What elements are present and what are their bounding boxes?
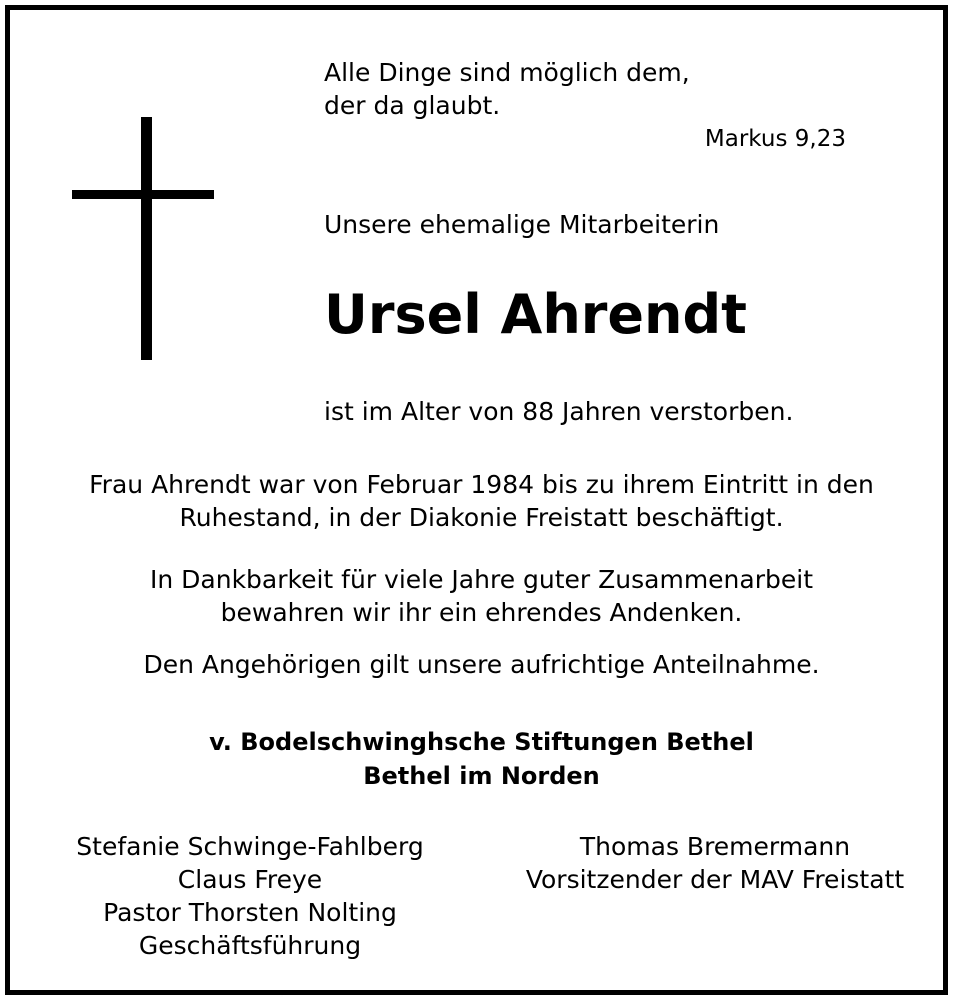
- intro-text: Unsere ehemalige Mitarbeiterin: [324, 210, 720, 239]
- career-line: Frau Ahrendt war von Februar 1984 bis zu ihrem Eintritt in den: [89, 470, 874, 499]
- cross-vertical-bar: [141, 117, 152, 360]
- deceased-name: Ursel Ahrendt: [324, 283, 747, 346]
- verse-line: Alle Dinge sind möglich dem,: [324, 58, 690, 87]
- signatory: Pastor Thorsten Nolting: [103, 898, 397, 927]
- cross-icon: [72, 117, 214, 360]
- verse-reference: Markus 9,23: [704, 126, 846, 152]
- bible-verse: [324, 56, 690, 122]
- signatories-left: [55, 830, 445, 962]
- signatory: Claus Freye: [177, 865, 323, 894]
- verse-line: der da glaubt.: [324, 91, 501, 120]
- death-statement: ist im Alter von 88 Jahren verstorben.: [324, 397, 794, 426]
- career-line: Ruhestand, in der Diakonie Freistatt beschäftigt.: [179, 503, 784, 532]
- sympathy-text: Den Angehörigen gilt unsere aufrichtige Anteilnahme.: [143, 650, 820, 679]
- signatory-role: Vorsitzender der MAV Freistatt: [525, 865, 905, 894]
- thanks-line: In Dankbarkeit für viele Jahre guter Zusammenarbeit: [149, 565, 813, 594]
- organization-line: v. Bodelschwinghsche Stiftungen Bethel: [209, 728, 754, 756]
- organization-name: [10, 725, 953, 793]
- career-paragraph: [10, 468, 953, 534]
- organization-line: Bethel im Norden: [363, 762, 600, 790]
- signatory: Stefanie Schwinge-Fahlberg: [76, 832, 424, 861]
- thanks-line: bewahren wir ihr ein ehrendes Andenken.: [220, 598, 743, 627]
- signatory: Thomas Bremermann: [579, 832, 851, 861]
- obituary-notice: [5, 5, 948, 995]
- thanks-paragraph: [10, 563, 953, 629]
- cross-horizontal-bar: [72, 190, 214, 199]
- signatory-role: Geschäftsführung: [138, 931, 362, 960]
- signatories-right: [505, 830, 925, 896]
